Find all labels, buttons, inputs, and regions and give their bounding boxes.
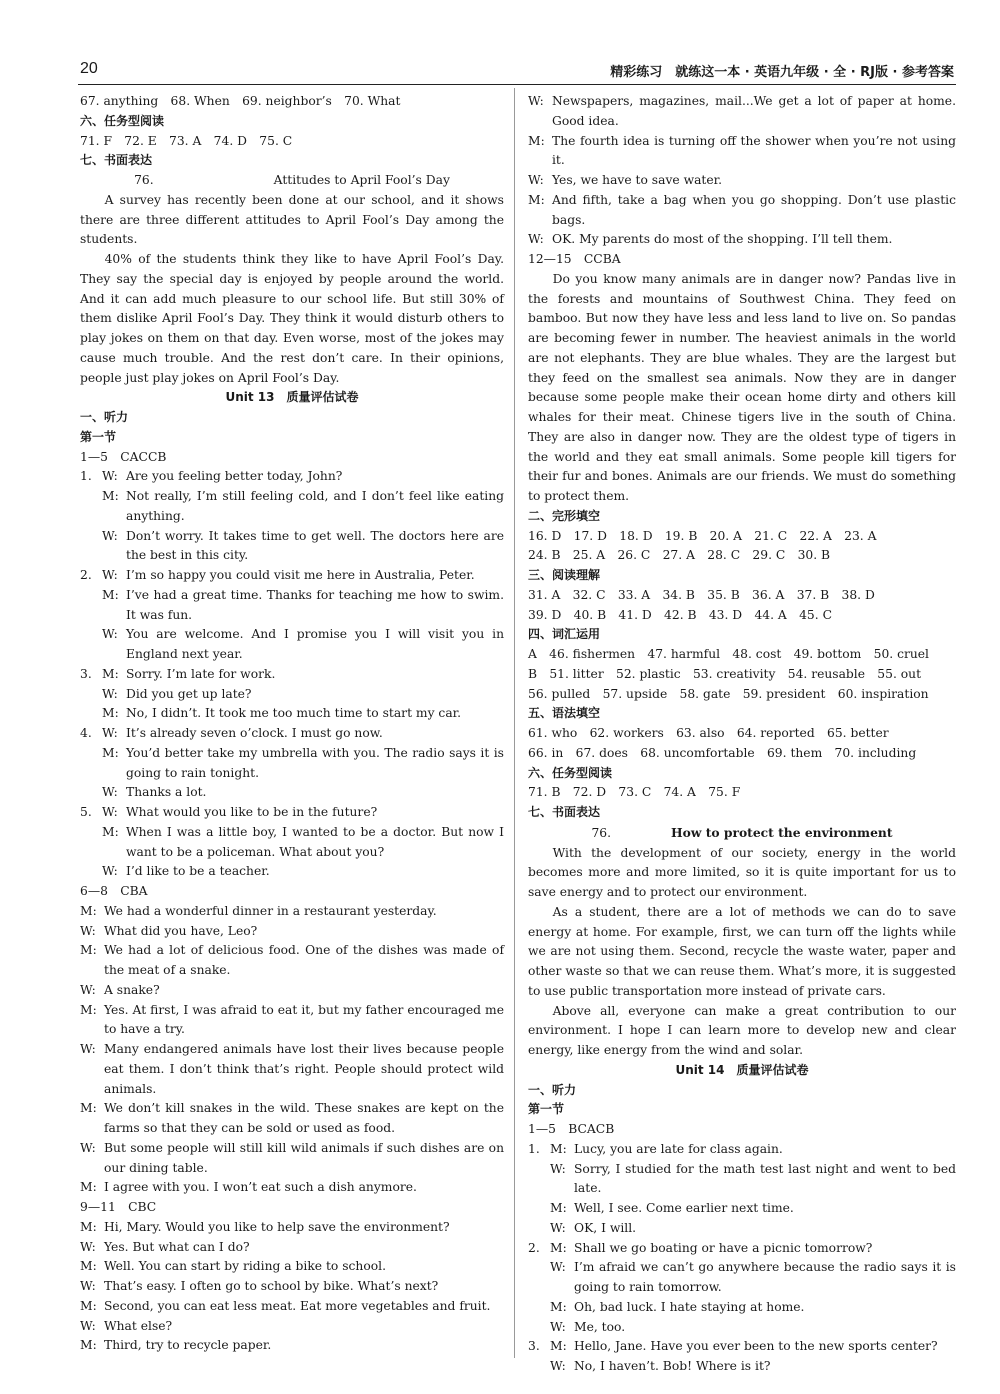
dialogue-text: Hello, Jane. Have you ever been to the new sports center? <box>574 1339 938 1354</box>
speaker-label: W: <box>80 923 96 938</box>
dialogue-text: Yes, we have to save water. <box>552 173 723 187</box>
speaker-label: M: <box>80 1180 97 1195</box>
dialogue-text: Second, you can eat less meat. Eat more vegetables and fruit. <box>104 1298 491 1313</box>
dialogue-text: It’s already seven o’clock. I must go now. <box>126 726 383 740</box>
dialogue-text: You’d better take my umbrella with you. The radio says it is going to rain tonight. <box>126 745 504 780</box>
speaker-label: W: <box>80 1279 96 1293</box>
dialogue-line <box>528 1199 956 1219</box>
question-number: 3. <box>80 666 92 681</box>
speaker-label: M: <box>80 1219 97 1234</box>
speaker-label: M: <box>80 943 97 958</box>
dialogue-text: Are you feeling better today, John? <box>126 469 343 484</box>
speaker-label: W: <box>102 864 118 879</box>
speaker-label: W: <box>528 173 544 187</box>
speaker-label: M: <box>80 1298 97 1313</box>
speaker-label: W: <box>550 1319 566 1334</box>
dialogue-line <box>80 1139 504 1179</box>
dialogue-text: Sorry, I studied for the math test last night and went to bed late. <box>574 1161 956 1196</box>
dialogue-line <box>80 724 504 744</box>
grammar-answers: 66. in 67. does 68. uncomfortable 69. them 70. including <box>528 745 917 760</box>
essay-paragraph: Above all, everyone can make a great contribution to our environment. I hope I can learn more to develop new and clear energy, like energy from the wind and solar. <box>528 1003 956 1057</box>
dialogue-line <box>80 941 504 981</box>
dialogue-line <box>80 527 504 567</box>
section-heading: 六、任务型阅读 <box>528 765 613 780</box>
dialogue-text: Hi, Mary. Would you like to help save the environment? <box>104 1219 450 1234</box>
dialogue-text: What else? <box>104 1318 173 1333</box>
dialogue-text: Yes. At first, I was afraid to eat it, but my father encouraged me to have a try. <box>104 1002 504 1037</box>
dialogue-line <box>80 1001 504 1041</box>
question-number: 4. <box>80 726 92 740</box>
speaker-label: M: <box>102 745 119 760</box>
question-number: 2. <box>80 568 92 582</box>
essay-title-text: Attitudes to April Fool’s Day <box>273 173 450 187</box>
essay-number: 76. <box>134 173 154 187</box>
dialogue-group-unit14 <box>528 1140 956 1377</box>
speaker-label: M: <box>80 1259 97 1274</box>
question-number <box>528 1318 550 1338</box>
section-heading: 四、词汇运用 <box>528 627 601 642</box>
dialogue-text: No, I didn’t. It took me too much time to start my car. <box>126 706 462 721</box>
question-number <box>80 625 102 665</box>
dialogue-text: Shall we go boating or have a picnic tomorrow? <box>574 1240 873 1255</box>
question-number <box>80 744 102 784</box>
dialogue-line <box>80 1277 504 1297</box>
question-number: 2. <box>528 1240 540 1255</box>
speaker-label: M: <box>528 133 545 148</box>
dialogue-text: Well, I see. Come earlier next time. <box>574 1201 794 1215</box>
question-number: 1. <box>528 1141 540 1156</box>
grammar-answers: 61. who 62. workers 63. also 64. reported 65. better <box>528 726 889 740</box>
vocab-answers: 56. pulled 57. upside 58. gate 59. president 60. inspiration <box>528 686 929 701</box>
dialogue-text: We had a lot of delicious food. One of the dishes was made of the meat of a snake. <box>104 943 504 977</box>
subsection-heading: 第一节 <box>528 1102 565 1117</box>
dialogue-text: But some people will still kill wild animals if such dishes are on our dining table. <box>104 1140 504 1175</box>
dialogue-line <box>528 171 956 191</box>
dialogue-text: Yes. But what can I do? <box>104 1239 250 1254</box>
question-number <box>80 862 102 882</box>
dialogue-text: What did you have, Leo? <box>104 923 258 938</box>
dialogue-text: We don’t kill snakes in the wild. These snakes are kept on the farms so that they can be sold or used as food. <box>104 1101 504 1135</box>
dialogue-line <box>80 862 504 882</box>
dialogue-line <box>80 1336 504 1356</box>
speaker-label: W: <box>550 1359 566 1373</box>
speaker-label: M: <box>550 1201 567 1215</box>
question-number: 1. <box>80 469 92 484</box>
dialogue-line <box>80 566 504 586</box>
right-column <box>528 92 956 1377</box>
dialogue-text: What would you like to be in the future? <box>126 805 378 819</box>
speaker-label: W: <box>80 1318 96 1333</box>
essay-number: 76. <box>591 825 612 840</box>
question-number <box>80 685 102 705</box>
vocab-answers: B 51. litter 52. plastic 53. creativity 54. reusable 55. out <box>528 666 922 681</box>
essay-paragraph: As a student, there are a lot of methods we can do to save energy at home. For example, first, we can turn off the lights while we are not using them. Second, recycle the waste water, paper and other waste so that we can reuse them. What’s more, it is suggested to use public transportation more instead of private cars. <box>528 904 956 998</box>
dialogue-text: Oh, bad luck. I hate staying at home. <box>574 1299 805 1314</box>
essay-paragraph: With the development of our society, energy in the world becomes more and more limited, so it is quite important for us to save energy and to protect our environment. <box>528 845 956 899</box>
speaker-label: W: <box>550 1161 566 1176</box>
speaker-label: M: <box>550 1339 567 1354</box>
header-rule <box>78 84 956 85</box>
dialogue-line <box>528 1318 956 1338</box>
dialogue-line <box>528 132 956 172</box>
speaker-label: M: <box>102 666 119 681</box>
speaker-label: W: <box>102 528 118 543</box>
dialogue-line <box>528 1298 956 1318</box>
listening-passage: Do you know many animals are in danger now? Pandas live in the forests and mountains of Southwest China. They feed on bamboo. But now they have less and less land to live on. So pandas are becoming fewer in number. The heaviest animals in the world are not elephants. They are blue whales. They are the largest but they feed on the smallest sea animals. Now they are in danger because some people make their ocean home dirty and others kill whales for their meat. Chinese tigers live in the south of China. They are also in danger now. They are the oldest type of tigers in the world and they eat small animals. Some people kill tigers for their fur and bones. Animals are our friends. We must do something to protect them. <box>528 271 956 503</box>
running-header: 精彩练习 就练这一本 · 英语九年级 · 全 · RJ版 · 参考答案 <box>610 65 954 80</box>
dialogue-continued <box>528 92 956 250</box>
question-number <box>528 1160 550 1200</box>
subsection-heading: 第一节 <box>80 429 117 444</box>
dialogue-line <box>528 1219 956 1239</box>
speaker-label: M: <box>550 1240 567 1255</box>
dialogue-9-11 <box>80 1218 504 1356</box>
dialogue-line <box>80 1178 504 1198</box>
question-number <box>80 704 102 724</box>
essay-title <box>80 171 504 191</box>
dialogue-line <box>80 803 504 823</box>
dialogue-text: I’m so happy you could visit me here in Australia, Peter. <box>126 568 475 582</box>
section-heading: 七、书面表达 <box>80 153 153 168</box>
question-number <box>528 1357 550 1377</box>
dialogue-text: The fourth idea is turning off the shower when you’re not using it. <box>552 133 956 168</box>
dialogue-line <box>80 1099 504 1139</box>
answers-12-15: 12—15 CCBA <box>528 252 621 266</box>
dialogue-line <box>528 1140 956 1160</box>
dialogue-text: Newspapers, magazines, mail...We get a lot of paper at home. Good idea. <box>552 94 956 128</box>
section-heading: 六、任务型阅读 <box>80 113 165 128</box>
section-heading: 一、听力 <box>80 410 129 424</box>
speaker-label: M: <box>528 192 545 207</box>
question-number <box>80 527 102 567</box>
question-number <box>80 823 102 863</box>
answers-9-11: 9—11 CBC <box>80 1200 157 1214</box>
dialogue-text: Did you get up late? <box>126 686 252 701</box>
question-number: 3. <box>528 1339 540 1354</box>
dialogue-text: Third, try to recycle paper. <box>104 1338 272 1353</box>
dialogue-line <box>528 1337 956 1357</box>
dialogue-line <box>80 1317 504 1337</box>
question-number <box>528 1219 550 1239</box>
speaker-label: W: <box>102 726 118 740</box>
speaker-label: W: <box>102 627 118 642</box>
dialogue-line <box>528 230 956 250</box>
essay-paragraph: A survey has recently been done at our school, and it shows there are three different attitudes to April Fool’s Day among the students. <box>80 192 504 247</box>
question-number <box>528 1298 550 1318</box>
dialogue-line <box>80 704 504 724</box>
speaker-label: W: <box>528 232 544 247</box>
section-heading: 七、书面表达 <box>528 805 601 819</box>
dialogue-line <box>80 586 504 626</box>
dialogue-text: When I was a little boy, I wanted to be a doctor. But now I want to be a policeman. What about you? <box>126 824 504 859</box>
speaker-label: W: <box>102 469 118 484</box>
speaker-label: W: <box>102 785 118 800</box>
speaker-label: M: <box>102 706 119 721</box>
dialogue-line <box>80 1297 504 1317</box>
column-divider <box>514 88 515 1358</box>
answers-71-75: 71. F 72. E 73. A 74. D 75. C <box>80 133 293 148</box>
dialogue-text: Lucy, you are late for class again. <box>574 1141 783 1156</box>
speaker-label: M: <box>102 824 119 839</box>
vocab-answers: A 46. fishermen 47. harmful 48. cost 49. bottom 50. cruel <box>528 647 929 661</box>
section-heading: 一、听力 <box>528 1082 577 1097</box>
section-heading: 五、语法填空 <box>528 706 601 721</box>
speaker-label: W: <box>80 982 96 997</box>
dialogue-line <box>528 1258 956 1298</box>
dialogue-text: OK, I will. <box>574 1220 637 1235</box>
reading-answers: 31. A 32. C 33. A 34. B 35. B 36. A 37. B 38. D <box>528 587 875 602</box>
dialogue-line <box>80 823 504 863</box>
dialogue-text: I’d like to be a teacher. <box>126 864 270 879</box>
essay-title <box>528 823 956 844</box>
dialogue-text: Many endangered animals have lost their lives because people eat them. I don’t think that’s right. People should protect wild animals. <box>104 1042 504 1096</box>
dialogue-text: A snake? <box>104 982 160 997</box>
speaker-label: M: <box>102 489 119 503</box>
dialogue-text: I agree with you. I won’t eat such a dish anymore. <box>104 1180 417 1195</box>
dialogue-line <box>80 1040 504 1099</box>
dialogue-line <box>80 665 504 685</box>
dialogue-line <box>80 487 504 527</box>
speaker-label: W: <box>80 1042 96 1056</box>
dialogue-text: That’s easy. I often go to school by bike. What’s next? <box>104 1279 439 1293</box>
speaker-label: M: <box>80 1338 97 1353</box>
dialogue-line <box>80 981 504 1001</box>
dialogue-line <box>80 922 504 942</box>
essay-paragraph: 40% of the students think they like to have April Fool’s Day. They say the special day is enjoyed by people around the world. And it can add much pleasure to our school life. But still 30% of them dislike April Fool’s Day. They think it would disturb others to play jokes on them on that day. Even worse, most of the jokes may cause much trouble. And the rest don’t care. In their opinions, people just play jokes on April Fool’s Day. <box>80 252 504 385</box>
dialogue-text: You are welcome. And I promise you I will visit you in England next year. <box>126 627 504 661</box>
dialogue-line <box>80 625 504 665</box>
question-number <box>80 586 102 626</box>
section-heading: 二、完形填空 <box>528 508 601 523</box>
dialogue-text: And fifth, take a bag when you go shopping. Don’t use plastic bags. <box>552 192 956 227</box>
question-number <box>80 487 102 527</box>
speaker-label: W: <box>550 1260 566 1275</box>
speaker-label: M: <box>80 1002 97 1017</box>
answers-1-5: 1—5 CACCB <box>80 449 167 464</box>
dialogue-line <box>80 685 504 705</box>
speaker-label: W: <box>102 686 118 701</box>
dialogue-text: No, I haven’t. Bob! Where is it? <box>574 1359 771 1373</box>
dialogue-line <box>80 467 504 487</box>
speaker-label: W: <box>528 94 544 108</box>
answers-67-70: 67. anything 68. When 69. neighbor’s 70. What <box>80 94 401 108</box>
answers-6-8: 6—8 CBA <box>80 884 148 898</box>
speaker-label: M: <box>102 587 119 602</box>
question-number <box>80 783 102 803</box>
question-number <box>528 1258 550 1298</box>
dialogue-group-1-5 <box>80 467 504 882</box>
speaker-label: M: <box>550 1141 567 1156</box>
dialogue-text: We had a wonderful dinner in a restaurant yesterday. <box>104 903 437 918</box>
question-number: 5. <box>80 805 92 819</box>
unit-title: Unit 13 质量评估试卷 <box>225 390 359 405</box>
cloze-answers: 24. B 25. A 26. C 27. A 28. C 29. C 30. B <box>528 548 831 563</box>
dialogue-line <box>528 191 956 231</box>
dialogue-line <box>80 1238 504 1258</box>
dialogue-text: Sorry. I’m late for work. <box>126 666 276 681</box>
speaker-label: W: <box>102 805 118 819</box>
dialogue-line <box>528 1239 956 1259</box>
dialogue-text: Me, too. <box>574 1319 626 1334</box>
task-answers: 71. B 72. D 73. C 74. A 75. F <box>528 785 741 800</box>
left-column <box>80 92 504 1356</box>
question-number <box>528 1199 550 1219</box>
answers-1-5: 1—5 BCACB <box>528 1122 615 1136</box>
dialogue-line <box>80 1257 504 1277</box>
speaker-label: W: <box>80 1239 96 1254</box>
essay-title-text: How to protect the environment <box>671 824 893 840</box>
speaker-label: W: <box>102 568 118 582</box>
dialogue-text: Well. You can start by riding a bike to school. <box>104 1259 386 1274</box>
speaker-label: M: <box>80 1101 97 1116</box>
speaker-label: W: <box>550 1220 566 1235</box>
dialogue-line <box>80 744 504 784</box>
dialogue-line <box>528 1357 956 1377</box>
dialogue-text: OK. My parents do most of the shopping. I’ll tell them. <box>552 232 893 247</box>
dialogue-6-8 <box>80 902 504 1198</box>
dialogue-text: I’ve had a great time. Thanks for teaching me how to swim. It was fun. <box>126 587 504 622</box>
page-number: 20 <box>80 60 98 77</box>
dialogue-text: Don’t worry. It takes time to get well. The doctors here are the best in this city. <box>126 528 504 563</box>
dialogue-line <box>80 902 504 922</box>
dialogue-text: I’m afraid we can’t go anywhere because the radio says it is going to rain tomorrow. <box>574 1260 956 1294</box>
dialogue-line <box>528 1160 956 1200</box>
section-heading: 三、阅读理解 <box>528 568 601 582</box>
speaker-label: W: <box>80 1140 96 1155</box>
dialogue-text: Thanks a lot. <box>126 785 207 800</box>
cloze-answers: 16. D 17. D 18. D 19. B 20. A 21. C 22. A 23. A <box>528 528 877 543</box>
speaker-label: M: <box>550 1299 567 1314</box>
speaker-label: M: <box>80 903 97 918</box>
unit-title: Unit 14 质量评估试卷 <box>675 1062 809 1077</box>
dialogue-line <box>80 783 504 803</box>
dialogue-text: Not really, I’m still feeling cold, and I don’t feel like eating anything. <box>126 489 504 523</box>
dialogue-line <box>528 92 956 132</box>
reading-answers: 39. D 40. B 41. D 42. B 43. D 44. A 45. C <box>528 607 832 622</box>
dialogue-line <box>80 1218 504 1238</box>
